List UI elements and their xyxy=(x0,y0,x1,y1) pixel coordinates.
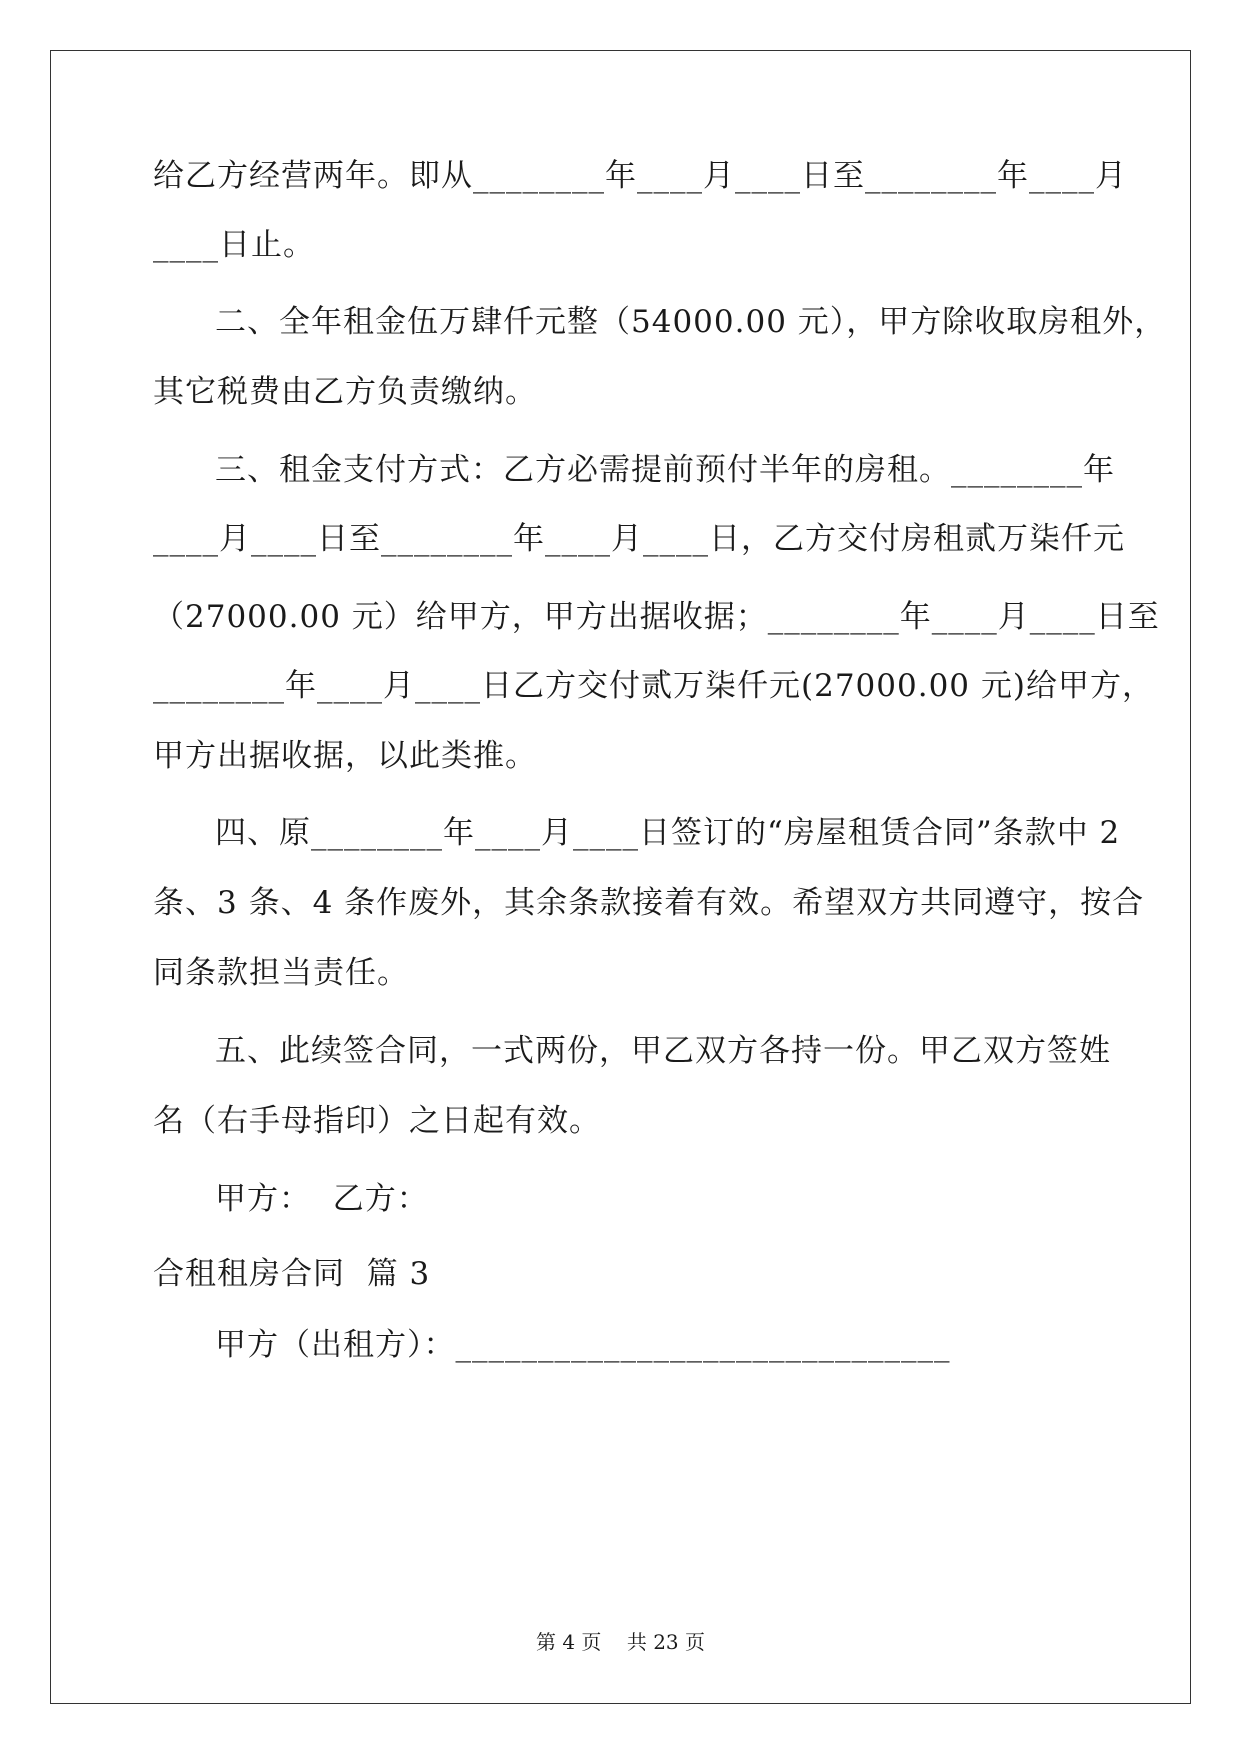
text-line: 五、此续签合同，一式两份，甲乙双方各持一份。甲乙双方签姓 xyxy=(215,1033,1111,1069)
text-line: 三、租金支付方式：乙方必需提前预付半年的房租。________年 xyxy=(215,452,1115,488)
text-line: 四、原________年____月____日签订的“房屋租赁合同”条款中 2 xyxy=(215,815,1121,851)
text-line: （27000.00 元）给甲方，甲方出据收据；________年____月____日至 xyxy=(153,599,1160,635)
page-number: 第 4 页 共 23 页 xyxy=(535,1630,706,1654)
text-line: ____日止。 xyxy=(153,227,315,263)
text-line: 甲方（出租方）：______________________________ xyxy=(215,1327,951,1363)
page-frame xyxy=(50,50,1191,1704)
text-line: 甲方出据收据，以此类推。 xyxy=(153,738,537,774)
text-line: ____月____日至________年____月____日，乙方交付房租贰万柒仟元 xyxy=(153,521,1125,557)
text-line: ________年____月____日乙方交付贰万柒仟元(27000.00 元)给甲方， xyxy=(153,668,1154,704)
text-line: 其它税费由乙方负责缴纳。 xyxy=(153,374,537,410)
section-heading: 合租租房合同 篇 3 xyxy=(153,1256,431,1292)
text-line: 条、3 条、4 条作废外，其余条款接着有效。希望双方共同遵守，按合 xyxy=(153,885,1145,921)
text-line: 给乙方经营两年。即从________年____月____日至________年____月 xyxy=(153,158,1127,194)
text-line: 二、全年租金伍万肆仟元整（54000.00 元），甲方除收取房租外， xyxy=(215,304,1167,340)
text-line: 同条款担当责任。 xyxy=(153,955,409,991)
signature-line: 甲方： 乙方： xyxy=(215,1181,429,1217)
text-line: 名（右手母指印）之日起有效。 xyxy=(153,1103,601,1139)
